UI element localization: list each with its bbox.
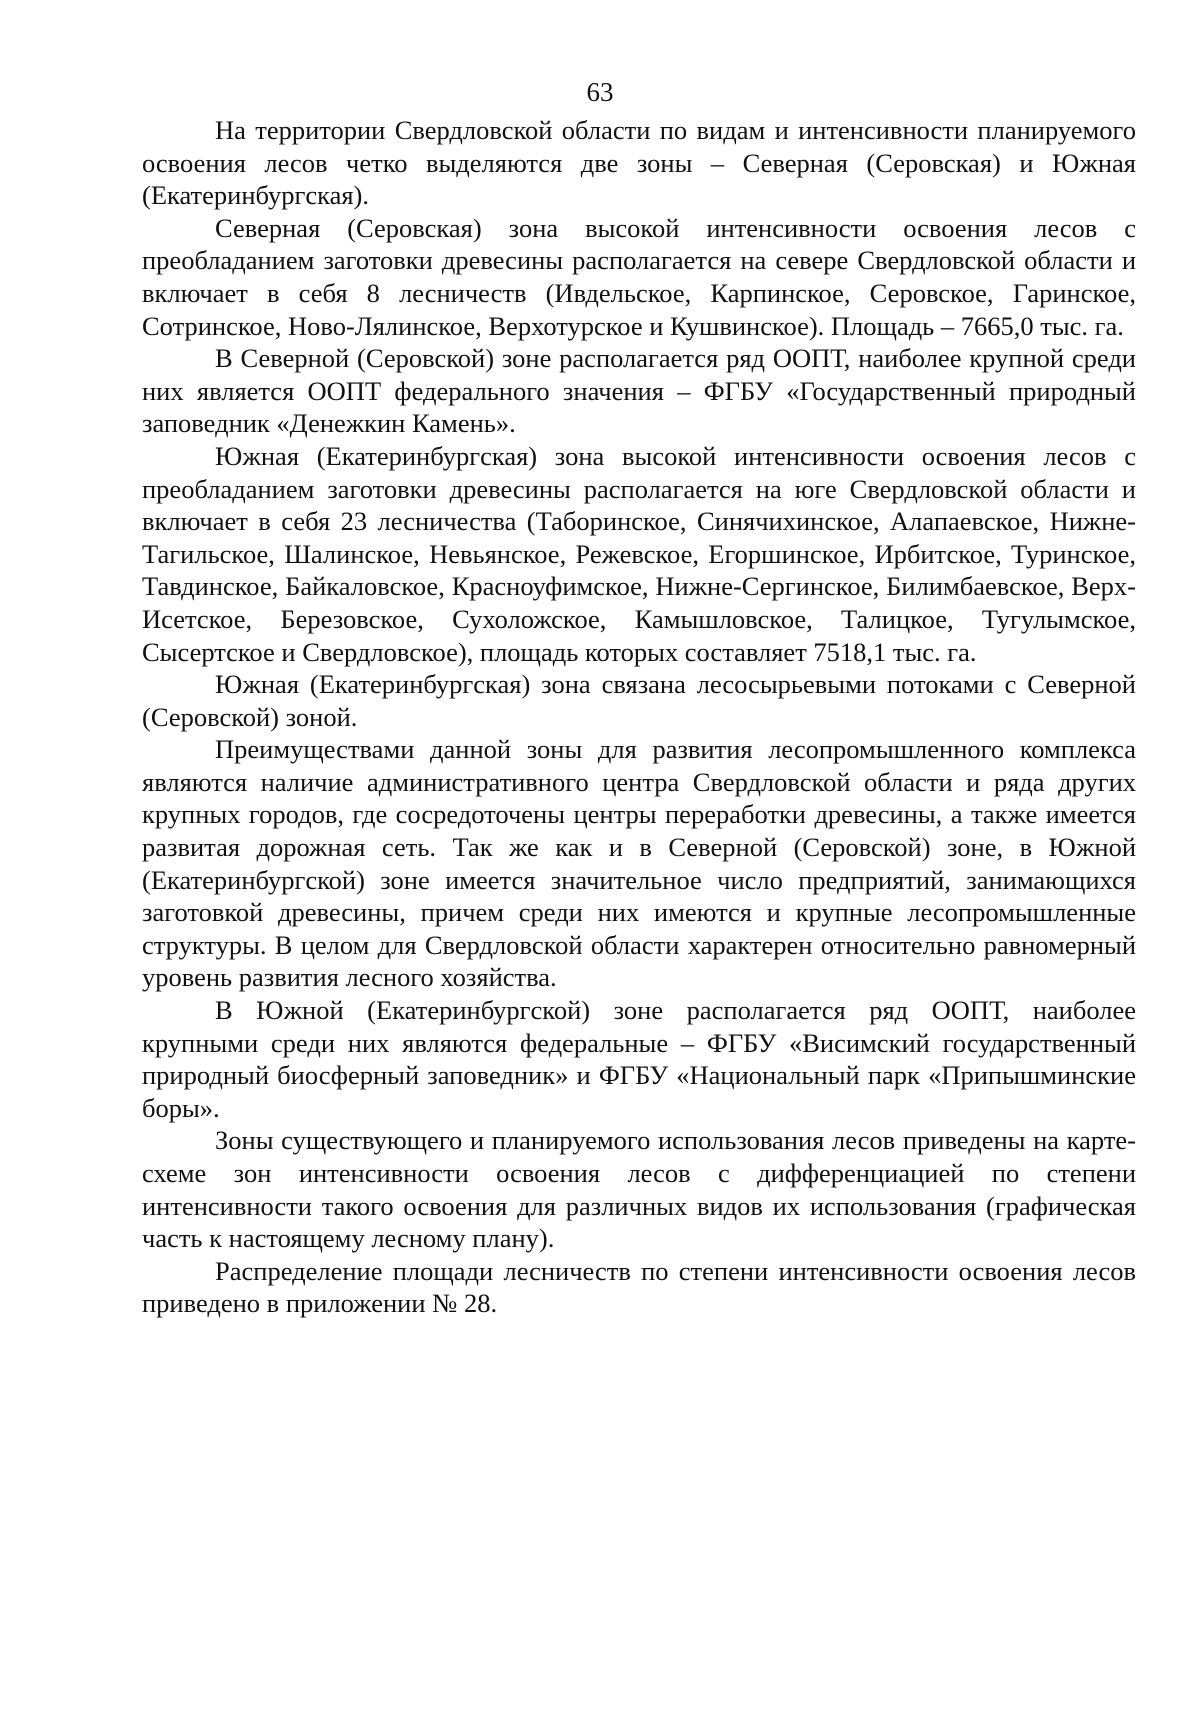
paragraph-northern-oopt: В Северной (Серовской) зоне располагается ряд ООПТ, наиболее крупной среди них является ООПТ федерального значения – ФГБУ «Государственный природный заповедник «Денежкин Камень». — [142, 343, 1136, 439]
paragraph-zones-intro: На территории Свердловской области по видам и интенсивности планируемого освоения лесов четко выделяются две зоны – Северная (Серовская) и Южная (Екатеринбургская). — [142, 115, 1136, 211]
document-body — [142, 114, 1136, 1320]
paragraph-southern-advantages: Преимуществами данной зоны для развития лесопромышленного комплекса являются наличие административного центра Свердловской области и ряда других крупных городов, где сосредоточены центры переработки древесины, а также имеется развитая дорожная сеть. Так же как и в Северной (Серовской) зоне, в Южной (Екатеринбургской) зоне имеется значительное число предприятий, занимающихся заготовкой древесины, причем среди них имеются и крупные лесопромышленные структуры. В целом для Свердловской области характерен относительно равномерный уровень развития лесного хозяйства. — [142, 734, 1136, 993]
paragraph-appendix-reference: Распределение площади лесничеств по степени интенсивности освоения лесов приведено в приложении № 28. — [142, 1255, 1136, 1319]
page-number: 63 — [586, 77, 614, 107]
paragraph-zone-map: Зоны существующего и планируемого использования лесов приведены на карте-схеме зон интенсивности освоения лесов с дифференциацией по степени интенсивности такого освоения для различных видов их использования (графическая часть к настоящему лесному плану). — [142, 1125, 1136, 1254]
paragraph-southern-zone: Южная (Екатеринбургская) зона высокой интенсивности освоения лесов с преобладанием заготовки древесины располагается на юге Свердловской области и включает в себя 23 лесничества (Таборинское, Синячихинское, Алапаевское, Нижне-Тагильское, Шалинское, Невьянское, Режевское, Егоршинское, Ирбитское, Туринское, Тавдинское, Байкаловское, Красноуфимское, Нижне-Сергинское, Билимбаевское, Верх-Исетское, Березовское, Сухоложское, Камышловское, Талицкое, Тугулымское, Сысертское и Свердловское), площадь которых составляет 7518,1 тыс. га. — [142, 440, 1136, 667]
paragraph-southern-flows: Южная (Екатеринбургская) зона связана лесосырьевыми потоками с Северной (Серовской) зоной. — [142, 669, 1136, 732]
paragraph-southern-oopt: В Южной (Екатеринбургской) зоне располагается ряд ООПТ, наиболее крупными среди них являются федеральные – ФГБУ «Висимский государственный природный биосферный заповедник» и ФГБУ «Национальный парк «Припышминские боры». — [142, 995, 1136, 1123]
paragraph-northern-zone: Северная (Серовская) зона высокой интенсивности освоения лесов с преобладанием заготовки древесины располагается на севере Свердловской области и включает в себя 8 лесничеств (Ивдельское, Карпинское, Серовское, Гаринское, Сотринское, Ново-Лялинское, Верхотурское и Кушвинское). Площадь – 7665,0 тыс. га. — [142, 212, 1136, 341]
